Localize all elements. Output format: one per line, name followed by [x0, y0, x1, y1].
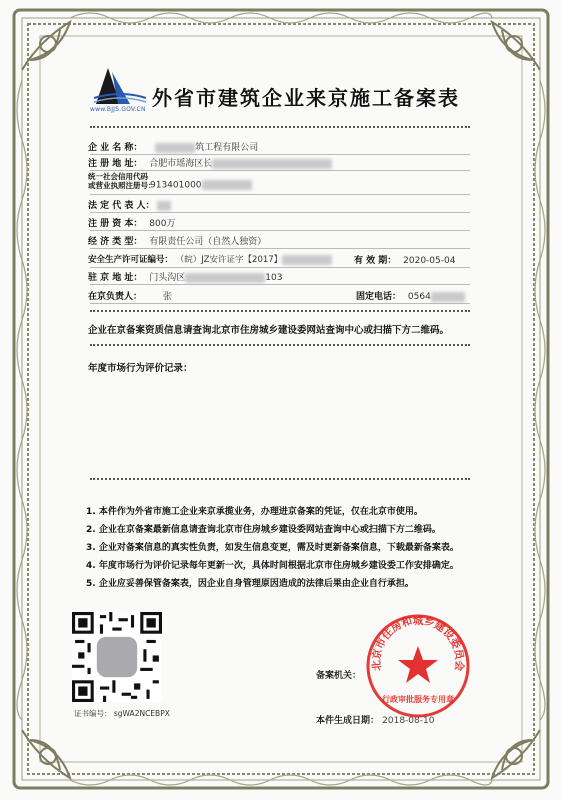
credit-code-value: 913401000 [150, 180, 202, 191]
credit-code-label-block [88, 172, 156, 190]
beijing-address-row [88, 270, 282, 283]
agency-label: 备案机关： [316, 671, 362, 681]
legal-rep-row [88, 198, 171, 211]
note-item: 3. 企业对备案信息的真实性负责，如发生信息变更，需及时更新备案信息，下载最新备案表。 [86, 543, 459, 553]
reg-capital-row [88, 216, 175, 229]
redacted-block [282, 255, 332, 265]
reg-capital-label: 注 册 资 本： [88, 219, 143, 229]
phone-row [356, 289, 465, 302]
official-seal-stamp [364, 612, 472, 720]
row-divider [90, 248, 470, 249]
safety-permit-label: 安全生产许可证编号： [88, 255, 174, 265]
section-divider [90, 344, 470, 346]
reg-address-row [88, 156, 332, 169]
credit-code-label-2: 或营业执照注册号： [88, 181, 156, 190]
row-divider [90, 284, 470, 285]
company-name-row [88, 140, 258, 153]
credit-code-value-row [150, 180, 252, 191]
phone-value: 0564 [407, 292, 431, 302]
econ-type-value: 有限责任公司（自然人独资） [149, 237, 267, 247]
redacted-block [185, 273, 265, 283]
beijing-address-suffix: 103 [265, 273, 283, 283]
row-divider [90, 303, 470, 304]
redacted-block [155, 143, 195, 153]
validity-value: 2020-05-04 [403, 256, 456, 266]
credit-code-label-1: 统一社会信用代码 [88, 172, 148, 181]
redacted-block [157, 201, 171, 211]
validity-row [354, 253, 455, 266]
note-item: 1. 本件作为外省市施工企业来京承揽业务，办理进京备案的凭证，仅在北京市使用。 [86, 507, 423, 517]
row-divider [90, 212, 470, 213]
beijing-manager-row [88, 289, 172, 302]
date-value: 2018-08-10 [382, 716, 435, 726]
date-label: 本件生成日期： [316, 716, 380, 726]
beijing-address-prefix: 门头沟区 [149, 273, 186, 283]
row-divider [90, 230, 470, 231]
company-name-label: 企 业 名 称： [88, 143, 143, 153]
row-divider [90, 194, 470, 195]
redacted-block [431, 292, 465, 302]
seal-star-icon [398, 646, 438, 683]
validity-label: 有 效 期： [354, 256, 397, 266]
safety-permit-value: （皖）JZ安许证字【2017】 [175, 255, 283, 265]
evaluation-label: 年度市场行为评价记录： [88, 363, 193, 374]
econ-type-label: 经 济 类 型： [88, 237, 143, 247]
header [90, 62, 510, 122]
seal-bottom-text: 行政审批服务专用章 [382, 695, 454, 704]
note-item: 5. 企业应妥善保管备案表，因企业自身管理原因造成的法律后果由企业自行承担。 [86, 579, 414, 589]
reg-address-label: 注 册 地 址： [88, 159, 143, 169]
legal-rep-label: 法 定 代 表 人： [88, 201, 155, 211]
section-divider [90, 310, 470, 312]
beijing-address-label: 驻 京 地 址： [88, 273, 143, 283]
title-divider [90, 126, 470, 128]
certificate-number: 证书编号： sgWA2NCEBPX [74, 709, 170, 718]
note-item: 2. 企业在京备案最新信息请查询北京市住房城乡建设委网站查询中心或扫描下方二维码。 [86, 525, 441, 535]
section-divider [90, 478, 470, 480]
note-item: 4. 年度市场行为评价记录每年更新一次，具体时间根据北京市住房城乡建设委工作安排确定。 [86, 561, 459, 571]
page-title: 外省市建筑企业来京施工备案表 [152, 86, 460, 110]
beijing-manager-label: 在京负责人： [88, 292, 143, 302]
row-divider [90, 170, 470, 171]
qr-notice: 企业在京备案资质信息请查询北京市住房城乡建设委网站查询中心或扫描下方二维码。 [88, 325, 450, 336]
redacted-block [212, 159, 332, 169]
row-divider [90, 267, 470, 268]
company-name-value: 筑工程有限公司 [195, 143, 259, 153]
reg-address-value: 合肥市瑶海区长 [149, 159, 213, 169]
logo-url-text: www.BJJS.GOV.CN [90, 106, 146, 113]
reg-capital-value: 800万 [149, 219, 176, 229]
phone-label: 固定电话： [356, 292, 402, 302]
qr-code[interactable] [72, 612, 162, 702]
econ-type-row [88, 234, 266, 247]
redacted-block [202, 180, 252, 190]
seal-ring-text: 北京市住房和城乡建设委员会 [370, 614, 466, 672]
row-divider [90, 154, 470, 155]
safety-permit-row [88, 253, 332, 265]
beijing-manager-value: 张 [162, 292, 172, 302]
